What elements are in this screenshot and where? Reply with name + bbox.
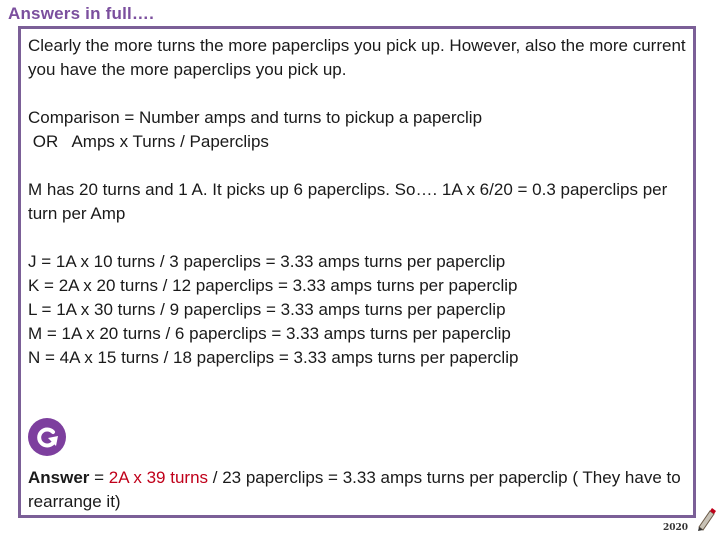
page-title: Answers in full…. xyxy=(8,4,155,23)
paragraph-comparison-or: OR Amps x Turns / Paperclips xyxy=(28,132,269,151)
paragraph-comparison: Comparison = Number amps and turns to pickup a paperclip xyxy=(28,108,483,127)
pencil-logo-icon xyxy=(696,505,718,531)
equation-k: K = 2A x 20 turns / 12 paperclips = 3.33 amps turns per paperclip xyxy=(28,276,518,295)
equation-j: J = 1A x 10 turns / 3 paperclips = 3.33 amps turns per paperclip xyxy=(28,252,506,271)
answer-block xyxy=(28,466,698,514)
paragraph-example: M has 20 turns and 1 A. It picks up 6 paperclips. So…. 1A x 6/20 = 0.3 paperclips per turn per Amp xyxy=(28,180,668,223)
answer-label: Answer xyxy=(28,468,90,487)
answer-highlight: 2A x 39 turns xyxy=(108,468,209,487)
footer-year: 2020 xyxy=(663,523,689,533)
answer-equals: = xyxy=(89,468,109,487)
equation-m: M = 1A x 20 turns / 6 paperclips = 3.33 amps turns per paperclip xyxy=(28,324,511,343)
content-body xyxy=(28,34,698,370)
paragraph-intro: Clearly the more turns the more paperclips you pick up. However, also the more current you have the more paperclips you pick up. xyxy=(28,36,686,79)
back-arrow-icon[interactable] xyxy=(28,418,66,456)
answer-rest: / 23 paperclips = 3.33 amps turns per paperclip ( They have to rearrange it) xyxy=(28,468,681,511)
equation-l: L = 1A x 30 turns / 9 paperclips = 3.33 amps turns per paperclip xyxy=(28,300,506,319)
equation-n: N = 4A x 15 turns / 18 paperclips = 3.33 amps turns per paperclip xyxy=(28,348,519,367)
